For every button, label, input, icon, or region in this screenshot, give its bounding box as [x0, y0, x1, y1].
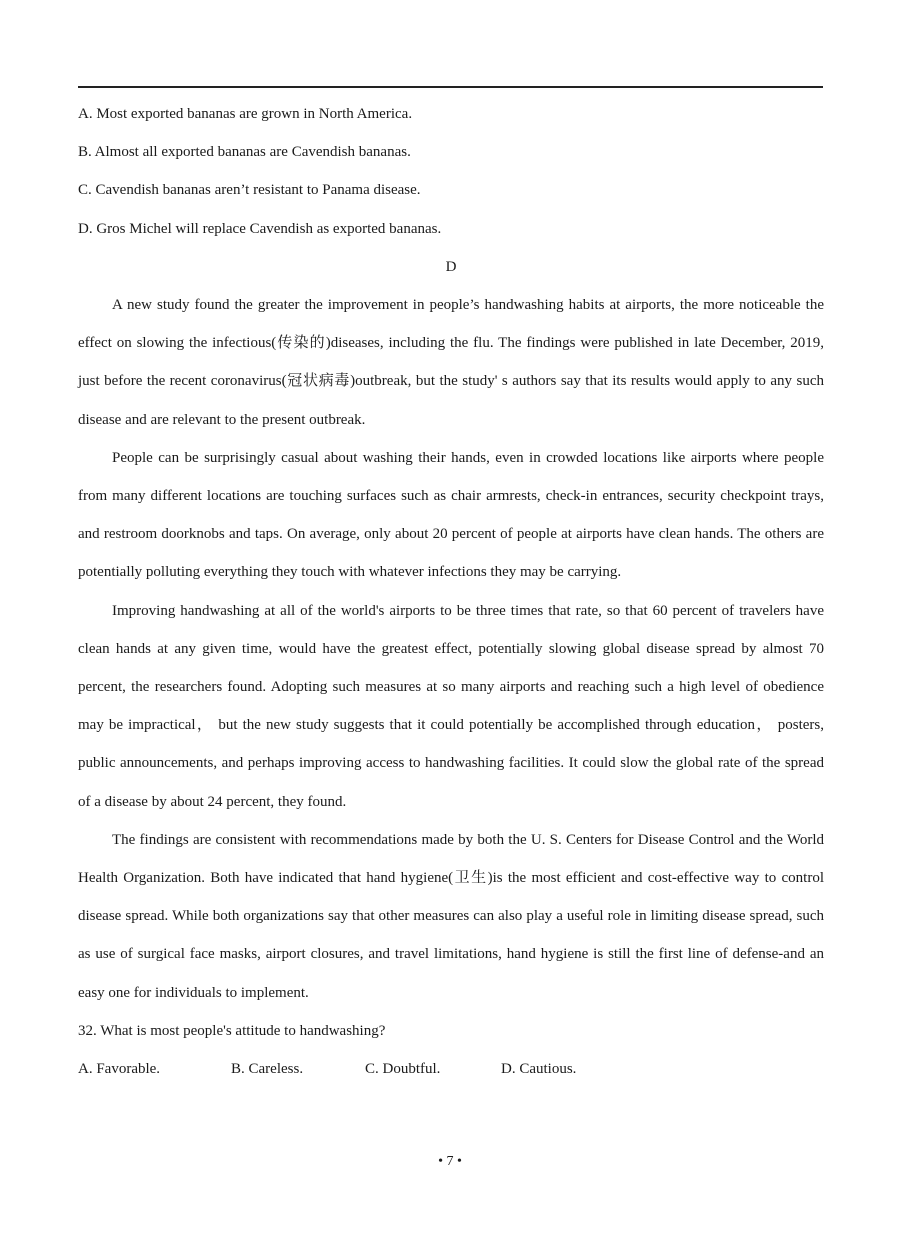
paragraph-3: Improving handwashing at all of the world's airports to be three times that rate, so that 60 percent of travelers have clean hands at any given time, would have the greatest effect, potentially slowing global disease spread by almost 70 percent, the researchers found. Adopting such measures at so many airports and reaching such a high level of obedience may be impractical， but the new study suggests that it could potentially be accomplished through education， posters, public announcements, and perhaps improving access to handwashing facilities. It could slow the global rate of the spread of a disease by about 24 percent, they found.	[78, 602, 824, 810]
question-32: 32. What is most people's attitude to handwashing?	[78, 1022, 386, 1039]
paragraph-4: The findings are consistent with recommendations made by both the U. S. Centers for Disease Control and the World Health Organization. Both have indicated that hand hygiene(卫生)is the most efficient and cost-effective way to control disease spread. While both organizations say that other measures can also play a useful role in limiting disease spread, such as use of surgical face masks, airport closures, and travel limitations, hand hygiene is still the first line of defense-and an easy one for individuals to implement.	[78, 831, 824, 1001]
answer-d: D. Cautious.	[501, 1061, 577, 1078]
prev-option-c: C. Cavendish bananas aren’t resistant to Panama disease.	[78, 182, 421, 199]
prev-option-b: B. Almost all exported bananas are Cavendish bananas.	[78, 144, 411, 161]
answer-b: B. Careless.	[231, 1061, 304, 1078]
paragraph-2: People can be surprisingly casual about washing their hands, even in crowded locations like airports where people from many different locations are touching surfaces such as chair armrests, check-in entrances, security checkpoint trays, and restroom doorknobs and taps. On average, only about 20 percent of people at airports have clean hands. The others are potentially polluting everything they touch with whatever infections they may be carrying.	[78, 449, 824, 581]
page-number: • 7 •	[438, 1154, 462, 1169]
question-32-answers	[78, 1050, 824, 1088]
section-letter: D	[445, 258, 457, 275]
paragraph-1: A new study found the greater the improvement in people’s handwashing habits at airports, the more noticeable the effect on slowing the infectious(传染的)diseases, including the flu. The findings were published in late December, 2019, just before the recent coronavirus(冠状病毒)outbreak, but the study' s authors say that its results would apply to any such disease and are relevant to the present outbreak.	[78, 297, 824, 428]
page-content	[78, 95, 824, 1088]
prev-option-a: A. Most exported bananas are grown in North America.	[78, 106, 413, 122]
header-rule	[78, 86, 823, 88]
prev-option-d: D. Gros Michel will replace Cavendish as exported bananas.	[78, 220, 442, 237]
answer-a: A. Favorable.	[78, 1061, 161, 1078]
answer-c: C. Doubtful.	[365, 1061, 441, 1078]
